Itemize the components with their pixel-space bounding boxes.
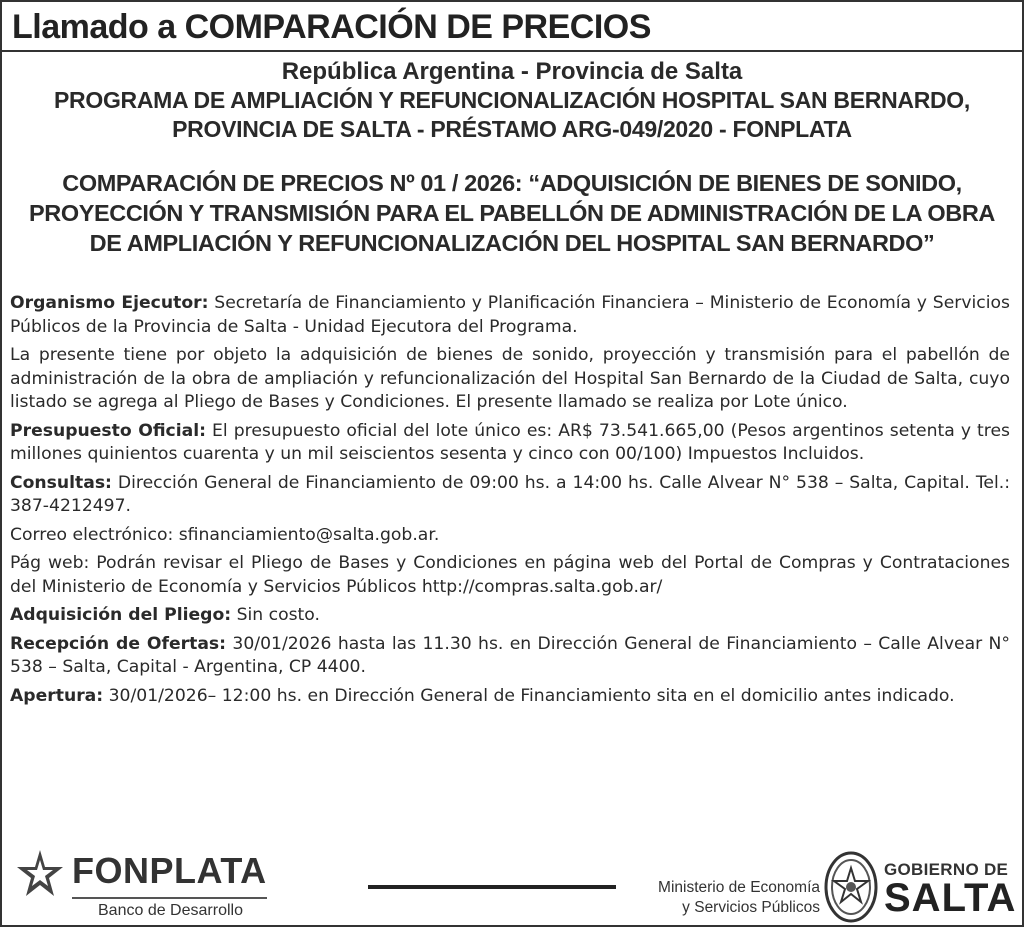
- paragraph-objeto: La presente tiene por objeto la adquisición de bienes de sonido, proyección y transmisión para el pabellón de administración de la obra de ampliación y refuncionalización del Hospital San Bernardo de la Ciudad de Salta, cuyo listado se agrega al Pliego de Bases y Condiciones. El presente llamado se realiza por Lote único.: [10, 345, 1010, 412]
- text-adquisicion: Sin costo.: [231, 605, 320, 625]
- text-recepcion: 30/01/2026 hasta las 11.30 hs. en Dirección General de Financiamiento – Calle Alvear N° 538 – Salta, Capital - Argentina, CP 4400.: [10, 633, 1010, 677]
- text-apertura: 30/01/2026– 12:00 hs. en Dirección General de Financiamiento sita en el domicilio antes indicado.: [103, 685, 955, 706]
- ministerio-line2: y Servicios Públicos: [682, 899, 820, 916]
- title-block: [0, 58, 1024, 258]
- ministerio-line1: Ministerio de Economía: [658, 879, 820, 896]
- title-program-line2: PROVINCIA DE SALTA - PRÉSTAMO ARG-049/2020 - FONPLATA: [172, 116, 852, 142]
- fonplata-star-icon: [14, 848, 66, 900]
- label-recepcion: Recepción de Ofertas:: [10, 633, 227, 654]
- label-presupuesto: Presupuesto Oficial:: [10, 420, 207, 441]
- label-organismo: Organismo Ejecutor:: [10, 293, 209, 313]
- paragraph-adquisicion: [10, 604, 1010, 628]
- text-consultas: Dirección General de Financiamiento de 09:00 hs. a 14:00 hs. Calle Alvear N° 538 – Salta, Capital. Tel.: 387-4212497.: [10, 472, 1010, 516]
- ministerio-logo-text: [630, 878, 820, 918]
- paragraph-web: Pág web: Podrán revisar el Pliego de Bases y Condiciones en página web del Portal de Compras y Contrataciones del Ministerio de Economía y Servicios Públicos http://compras.salta.gob.ar/: [10, 553, 1010, 597]
- paragraph-presupuesto: [10, 420, 1010, 467]
- fonplata-underline: [72, 897, 267, 899]
- gobierno-logo-big: SALTA: [884, 876, 1017, 920]
- title-country-province: República Argentina - Provincia de Salta: [281, 58, 743, 85]
- gobierno-logo-small: GOBIERNO DE: [884, 860, 1009, 879]
- paragraph-correo: Correo electrónico: sfinanciamiento@salta.gob.ar.: [10, 524, 440, 545]
- title-program-line1: PROGRAMA DE AMPLIACIÓN Y REFUNCIONALIZACIÓN HOSPITAL SAN BERNARDO,: [54, 87, 970, 113]
- title-comparison-line2: PROYECCIÓN Y TRANSMISIÓN PARA EL PABELLÓN DE ADMINISTRACIÓN DE LA OBRA: [28, 200, 996, 226]
- paragraph-apertura: [10, 685, 1010, 709]
- paragraph-consultas: [10, 472, 1010, 519]
- paragraph-recepcion: [10, 633, 1010, 680]
- label-adquisicion: Adquisición del Pliego:: [10, 605, 232, 625]
- text-organismo: Secretaría de Financiamiento y Planificación Financiera – Ministerio de Economía y Servicios Públicos de la Provincia de Salta - Unidad Ejecutora del Programa.: [10, 293, 1010, 337]
- text-presupuesto: El presupuesto oficial del lote único es: AR$ 73.541.665,00 (Pesos argentinos setenta y tres millones quinientos cuarenta y un mil seiscientos sesenta y cinco con 00/100) Impuestos Incluidos.: [10, 420, 1010, 464]
- footer-logos: [0, 842, 1024, 927]
- header-title: Llamado a COMPARACIÓN DE PRECIOS: [0, 0, 1024, 52]
- label-apertura: Apertura:: [10, 685, 104, 706]
- paragraph-organismo: [10, 292, 1010, 339]
- title-comparison-line3: DE AMPLIACIÓN Y REFUNCIONALIZACIÓN DEL HOSPITAL SAN BERNARDO”: [89, 230, 935, 256]
- label-consultas: Consultas:: [10, 472, 112, 493]
- signature-divider: [368, 885, 616, 889]
- salta-seal-icon: [824, 850, 878, 924]
- fonplata-subtitle: Banco de Desarrollo: [98, 902, 243, 919]
- fonplata-logo-text: FONPLATA: [72, 850, 267, 891]
- body-text: [10, 292, 1010, 713]
- title-comparison-line1: COMPARACIÓN DE PRECIOS Nº 01 / 2026: “ADQUISICIÓN DE BIENES DE SONIDO,: [62, 170, 962, 196]
